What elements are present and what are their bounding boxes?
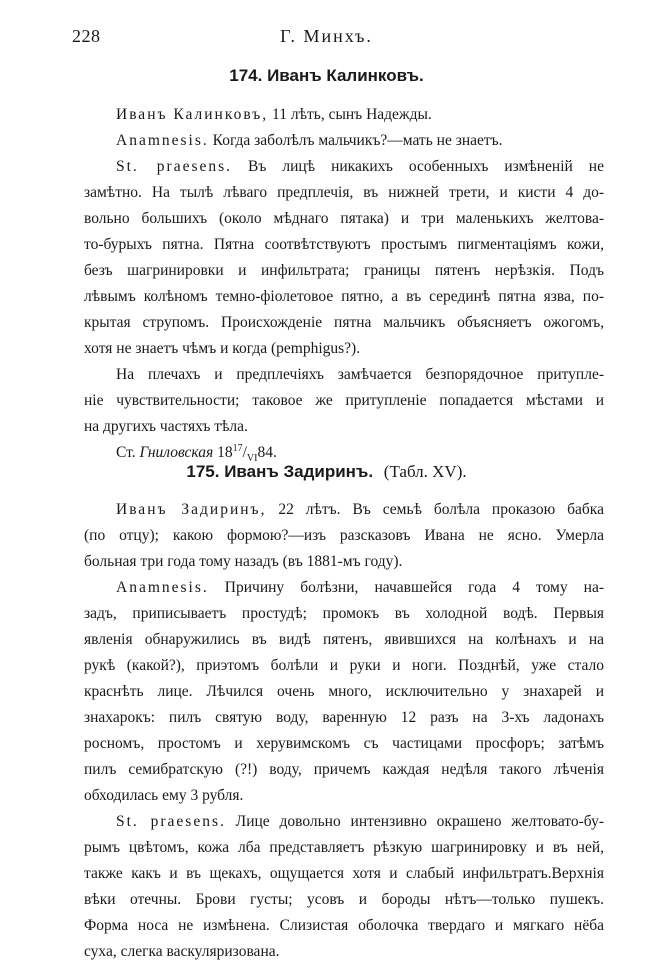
text-line: то-бурыхъ пятна. Пятна соотвѣтствуютъ простымъ пигментацiямъ кожи, [84,236,604,253]
text-line: (по отцу); какою формою?—изъ разсказовъ Ивана не ясно. Умерла [84,527,604,544]
text-line: рымъ цвѣтомъ, кожа лба представляетъ рѣзкую шагринировку и въ ней, [84,839,604,856]
section-175-body [84,497,604,965]
text-line: знахарокъ: пилъ святую воду, варенную 12 разъ на 3-хъ ладонахъ [84,709,604,726]
text-line: росномъ, простомъ и херувимскомъ съ частицами просфоръ; затѣмъ [84,735,604,752]
text-line: вѣки отечны. Брови густы; усовъ и бороды нѣтъ—только пушекъ. [84,891,604,908]
text-line: явленiя обнаружились въ видѣ пятенъ, явившихся на колѣнахъ и на [84,631,604,648]
page-number: 228 [72,26,101,46]
paragraph-sensitivity-174: На плечахъ и предплечiяхъ замѣчается безпорядочное притупле- [116,366,604,383]
text-line: обходилась ему 3 рубля. [84,787,244,804]
section-174-number: 174. [229,66,263,85]
text-line: пилъ семибратскую (?!) воду, причемъ каждая недѣля такого лѣченiя [84,761,604,778]
paragraph-intro-175: Иванъ Задиринъ, 22 лѣтъ. Въ семьѣ болѣла проказою бабка [116,501,604,518]
section-174-heading [72,66,581,86]
paragraph-praesens-174: St. praesens. Въ лицѣ никакихъ особенныхъ измѣненiй не [116,158,604,175]
station-date-174: Ст. Гниловская $18^{17}/_{VI}84$. [116,442,277,465]
text-line: краснѣть лице. Лѣчился очень много, исключительно у знахарей и [84,683,604,700]
text-line: безъ шагринировки и инфильтрата; границы пятенъ нерѣзкiя. Подъ [84,262,604,279]
section-175-number: 175. [186,462,220,481]
paragraph-praesens-175: St. praesens. Лице довольно интензивно окрашено желтовато-бу- [116,813,604,830]
text-line: замѣтно. На тылѣ лѣваго предплечiя, въ нижней трети, и кисти 4 до- [84,184,604,201]
text-line: лѣвымъ колѣномъ темно-фiолетовое пятно, а въ серединѣ пятна язва, по- [84,288,604,305]
running-head-title: Г. Минхъ. [280,26,373,46]
running-head [72,26,581,56]
text-line: задъ, приписываетъ простудѣ; промокъ въ холодной водѣ. Первыя [84,605,604,622]
section-174-body [84,102,604,466]
station-name: Гниловская [139,444,214,461]
section-174-name: Иванъ Калинковъ. [267,66,424,85]
section-175-heading [72,462,581,482]
text-line: крытая струпомъ. Происхожденiе пятна мальчикъ объясняетъ ожогомъ, [84,314,604,331]
text-line: больная три года тому назадъ (въ 1881-мъ году). [84,553,403,570]
paragraph-anamnesis-174: Anamnesis. Когда заболѣлъ мальчикъ?—мать не знаетъ. [116,132,503,149]
paragraph-anamnesis-175: Anamnesis. Причину болѣзни, начавшейся года 4 тому на- [116,579,604,596]
text-line: хотя не знаетъ чѣмъ и когда (pemphigus?). [84,340,361,357]
text-line: суха, слегка васкуляризована. [84,943,280,960]
text-line: рукѣ (какой?), приэтомъ болѣли и руки и ноги. Позднѣй, уже стало [84,657,604,674]
text-line: Форма носа не измѣнена. Слизистая оболочка твердаго и мягкаго нёба [84,917,604,934]
text-line: нiе чувствительности; таковое же притупленiе попадается мѣстами и [84,392,604,409]
paragraph-intro-174: Иванъ Калинковъ, 11 лѣть, сынъ Надежды. [116,106,432,123]
text-line: также какъ и въ щекахъ, ощущается хотя и слабый инфильтратъ.Верхнiя [84,865,604,882]
section-175-name: Иванъ Задиринъ. [224,462,374,481]
text-line: на другихъ частяхъ тѣла. [84,418,248,435]
table-reference: (Табл. XV). [383,462,467,481]
text-line: вольно большихъ (около мѣднаго пятака) и три маленькихъ желтова- [84,210,604,227]
